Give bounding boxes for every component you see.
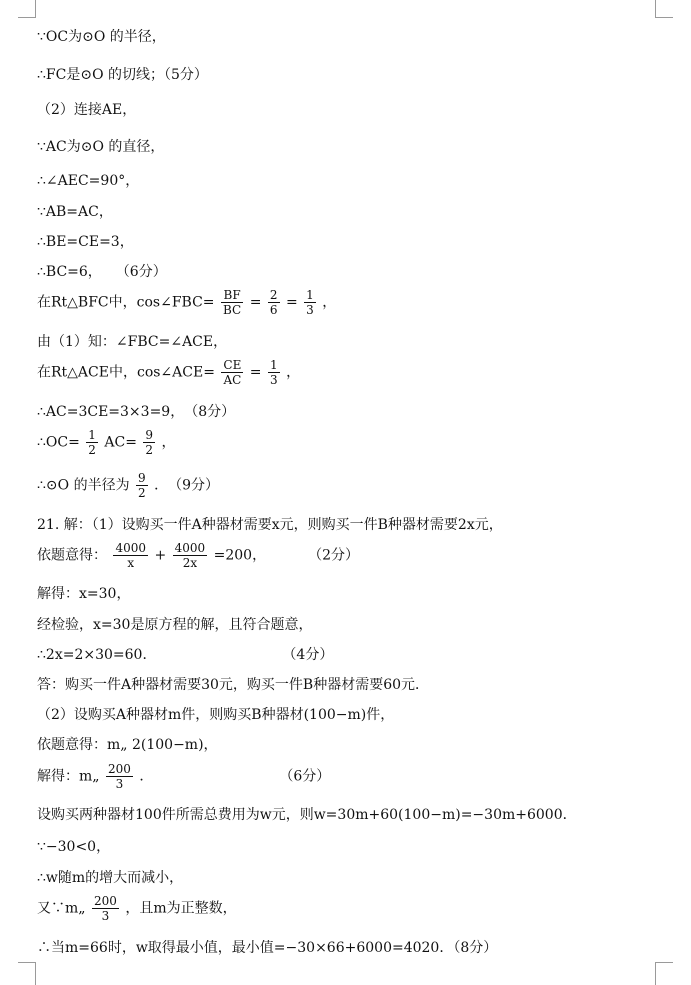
- denominator: 2: [145, 443, 154, 457]
- line-text: ∴⊙O 的半径为: [37, 477, 130, 494]
- solution-line-integer: [37, 894, 237, 923]
- fraction: [173, 541, 208, 570]
- numerator: 200: [93, 894, 117, 908]
- line-text: 依题意得：: [37, 547, 107, 564]
- line-text: 解得：m„: [37, 768, 100, 785]
- denominator: 3: [115, 777, 124, 791]
- denominator: 6: [269, 303, 278, 317]
- solution-line-equation: [37, 541, 359, 570]
- fraction: [221, 358, 243, 387]
- fraction: [143, 428, 155, 457]
- solution-line-radius: [37, 471, 219, 500]
- solution-line: ∴BE=CE=3，: [37, 234, 134, 250]
- solution-line: 设购买两种器材100件所需总费用为w元，则w=30m+60(100−m)=−30m+6000．: [37, 807, 577, 823]
- crop-mark-br-h: [655, 962, 673, 963]
- solution-line: 由（1）知：∠FBC=∠ACE，: [37, 334, 228, 350]
- equals: =: [285, 294, 298, 311]
- solution-line: ∵AC为⊙O 的直径，: [37, 139, 165, 155]
- denominator: 3: [306, 303, 314, 317]
- line-tail: ，且m为正整数，: [125, 900, 237, 917]
- solution-line: 经检验，x=30是原方程的解，且符合题意，: [37, 617, 313, 633]
- denominator: x: [127, 556, 135, 570]
- fraction: [268, 288, 280, 317]
- solution-line: 21. 解：（1）设购买一件A种器材需要x元，则购买一件B种器材需要2x元，: [37, 517, 503, 533]
- line-tail: ，: [286, 364, 301, 381]
- crop-mark-tr-h: [655, 17, 673, 18]
- line-text: AC=: [104, 434, 137, 451]
- numerator: BF: [221, 288, 243, 303]
- fraction: [92, 894, 119, 923]
- denominator: 3: [101, 909, 110, 923]
- fraction: [86, 428, 98, 457]
- numerator: CE: [223, 358, 242, 372]
- numerator: 1: [269, 358, 278, 372]
- fraction: [113, 541, 148, 570]
- solution-line-solve: [37, 762, 330, 791]
- line-text: 在Rt△BFC中，cos∠FBC=: [37, 294, 215, 311]
- fraction: [304, 288, 316, 317]
- solution-line: 答：购买一件A种器材需要30元，购买一件B种器材需要60元．: [37, 677, 430, 693]
- line-tail: ，: [322, 294, 337, 311]
- denominator: 2x: [182, 556, 198, 570]
- solution-line: ∵OC为⊙O 的半径，: [37, 29, 166, 45]
- solution-line: ∴∠AEC=90°，: [37, 173, 140, 189]
- fraction: [136, 471, 148, 500]
- line-text: ∴OC=: [37, 434, 80, 451]
- numerator: 1: [306, 288, 314, 302]
- denominator: BC: [223, 303, 242, 317]
- denominator: 2: [88, 443, 96, 457]
- line-text: 又∵m„: [37, 900, 86, 917]
- numerator: 9: [138, 471, 146, 485]
- numerator: 4000: [115, 541, 146, 555]
- solution-line-oc: [37, 428, 175, 457]
- denominator: 3: [269, 373, 278, 387]
- denominator: 2: [138, 486, 146, 500]
- solution-line: （2）设购买A种器材m件，则购买B种器材(100−m)件，: [37, 707, 395, 723]
- fraction: [106, 762, 133, 791]
- numerator: 1: [88, 428, 96, 442]
- numerator: 4000: [174, 541, 206, 555]
- crop-mark-tr-v: [655, 0, 656, 18]
- crop-mark-bl-h: [18, 962, 36, 963]
- solution-line-cos-ace: [37, 358, 300, 387]
- equals: =: [249, 294, 262, 311]
- crop-mark-tl-h: [18, 17, 36, 18]
- line-tail: ． （6分）: [139, 768, 331, 785]
- crop-mark-bl-v: [35, 962, 36, 985]
- solution-line: （2）连接AE，: [37, 102, 137, 118]
- line-text: 在Rt△ACE中，cos∠ACE=: [37, 364, 215, 381]
- numerator: 200: [107, 762, 131, 776]
- plus: +: [154, 547, 167, 564]
- solution-line: ∴w随m的增大而减小，: [37, 870, 184, 886]
- equals: =: [249, 364, 262, 381]
- fraction: [268, 358, 280, 387]
- solution-line: ∵AB=AC，: [37, 204, 113, 220]
- crop-mark-tl-v: [35, 0, 36, 18]
- line-tail: =200， （2分）: [213, 547, 359, 564]
- line-tail: ，: [161, 434, 176, 451]
- fraction: [221, 288, 243, 317]
- numerator: 9: [145, 428, 154, 442]
- solution-line: ∴AC=3CE=3×3=9， （8分）: [37, 404, 236, 420]
- solution-line-cos-fbc: [37, 288, 336, 317]
- line-tail: ． （9分）: [154, 477, 220, 494]
- denominator: AC: [223, 373, 242, 387]
- solution-line: 依题意得：m„ 2(100−m)，: [37, 737, 218, 753]
- solution-line: ∴BC=6， （6分）: [37, 264, 167, 280]
- solution-line: 解得：x=30，: [37, 586, 131, 602]
- solution-line: ∴当m=66时，w取得最小值，最小值=−30×66+6000=4020．（8分）: [37, 940, 498, 956]
- solution-line: ∵−30<0，: [37, 839, 111, 855]
- solution-line: ∴FC是⊙O 的切线；（5分）: [37, 67, 208, 83]
- solution-line: ∴2x=2×30=60． （4分）: [37, 647, 334, 663]
- crop-mark-br-v: [655, 962, 656, 985]
- numerator: 2: [269, 288, 278, 302]
